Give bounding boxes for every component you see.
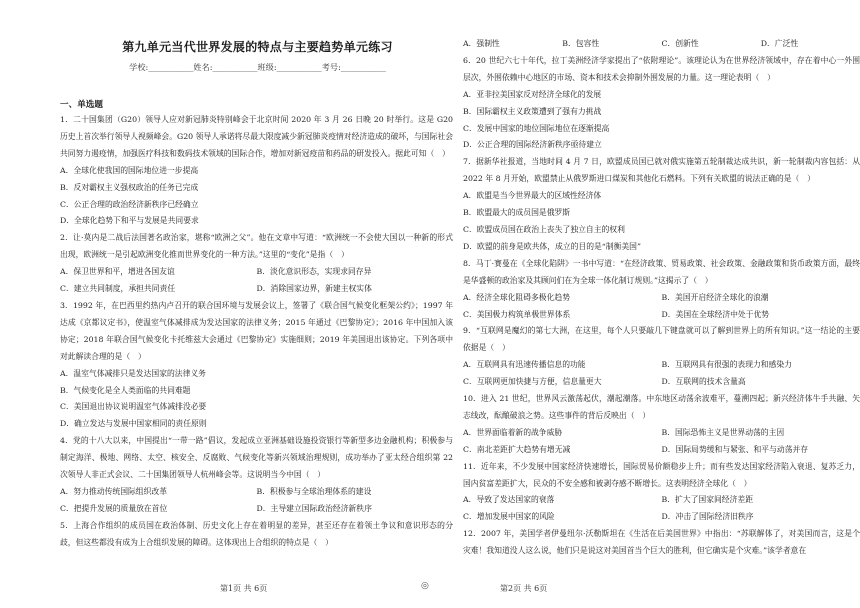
- question-stem: 6．20 世纪六七十年代，拉丁美洲经济学家提出了“依附理论”。该理论认为在世界经济领域中，存在着中心一外围层次，外围依赖中心地区的市场、资本和技术会抑制外围发展的力量。这一理论表明（ ）: [463, 55, 860, 82]
- answer-option: B．气候变化是全人类面临的共同难题: [60, 385, 191, 395]
- answer-option: B．积极参与全球治理体系的建设: [256, 486, 372, 496]
- page-number-right: 第2页 共 6页: [500, 584, 548, 593]
- question-stem: 5．上海合作组织的成员国在政治体制、历史文化上存在着明显的差异，甚至还存在着领土争议和意识形态的分歧，但这些都没有成为上合组织发展的障碍。这体现出上合组织的特点是（ ）: [60, 520, 453, 547]
- question-stem: 8．马丁·赛曼在《全球化陷阱》一书中写道：“在经济政策、贸易政策、社会政策、金融政策和货币政策方面，最终是华盛顿的政治家及其顾问们在为全球一体化制订规则。”这揭示了（ ）: [463, 258, 860, 285]
- answer-option-row: [463, 374, 860, 391]
- answer-option: B．互联网具有很强的表现力和感染力: [661, 360, 792, 370]
- answer-option: C．美国退出协议说明温室气体减排没必要: [60, 402, 207, 412]
- answer-option-row: [463, 36, 860, 53]
- question-stem: 2．让·莫内是二战后法国著名政治家，堪称“欧洲之父”。他在文章中写道：“欧洲统一不会使大国以一种新的形式出现，欧洲统一是引起欧洲变化推而世界变化的一种方法。”这里的“变化”是指（ ）: [60, 233, 453, 260]
- answer-option: B．欧盟最大的成员国是俄罗斯: [463, 208, 571, 218]
- answer-option: A．欧盟是当今世界最大的区域性经济体: [463, 191, 602, 201]
- question-stem: 3．1992 年，在巴西里约热内卢召开的联合国环境与发展会议上，签署了《联合国气候变化框架公约》；1997 年达成《京都议定书》，使温室气体减排成为发达国家的法律义务；2015 年通过《巴黎协定》；2016 年中国加入该协定；2018 年联合国气候变化卡托维兹大会通过《巴黎协定》实施细则；2019 年美国退出该协定。下列各项中对此解读合理的是（ ）: [60, 300, 453, 361]
- question-stem: 4．党的十八大以来，中国提出“一带一路”倡议，发起成立亚洲基础设施投资银行等新型多边金融机构；积极参与制定海洋、极地、网络、太空、核安全、反腐败、气候变化等新兴领域治理规则，成功举办了亚太经合组织第 22 次领导人非正式会议、二十国集团领导人杭州峰会等。这说明当今中国（ ）: [60, 436, 453, 480]
- question-stem: 9．“互联网是魔幻的第七大洲，在这里，每个人只要敲几下键盘就可以了解到世界上的所有知识。”这一结论的主要依据是（ ）: [463, 326, 860, 353]
- question-stem: 10．进入 21 世纪，世界风云激荡起伏，潮起潮落。中东地区动荡余波难平，蔓溯四起；新兴经济体牛手共融、矢志线改，酝酿破浪之势。这些事件的背后反映出（ ）: [463, 394, 860, 420]
- answer-option-row: [60, 264, 453, 281]
- answer-option: A．导致了发达国家的衰落: [463, 495, 555, 505]
- answer-option: B．国际霸权主义政策遭到了强有力挑战: [463, 106, 602, 116]
- answer-option: D．公正合理的国际经济新秩序亟待建立: [463, 140, 602, 150]
- question-stem: 12．2007 年，美国学者伊曼纽尔·沃勒斯坦在《生活在后美国世界》中指出：“苏联解体了，对美国而言，这是个灾难！我知道没人这么说，他们只是说这对美国首当个巨大的胜利，但它确实是个灾难。”该学者意在: [463, 529, 860, 556]
- answer-option-row: [463, 290, 860, 307]
- answer-option-row: [463, 492, 860, 509]
- answer-option: C．发展中国家的地位国际地位在逐渐提高: [463, 123, 610, 133]
- answer-option: D．美国在全球经济中处于优势: [661, 309, 770, 319]
- answer-option-row: [60, 501, 453, 518]
- answer-option: C．把提升发展的质量放在首位: [60, 503, 168, 513]
- answer-option: D．欧盟的前身是欧共体，成立的目的是“制衡美国”: [463, 241, 641, 251]
- answer-option: A．保卫世界和平，增进各国友谊: [60, 267, 175, 277]
- page-title: 第九单元当代世界发展的特点与主要趋势单元练习: [122, 40, 393, 54]
- answer-option: C．公正合理的政治经济新秩序已经确立: [60, 199, 199, 209]
- answer-option: D．冲击了国际经济旧秩序: [661, 512, 754, 522]
- answer-option: C．南北差距扩大趋势有增无减: [463, 444, 571, 454]
- answer-option-row: [60, 484, 453, 501]
- answer-option-row: [463, 425, 860, 442]
- question-stem: 11．近年来，不少发展中国家经济快速增长，国际贸易价额稳步上升；而有些发达国家经济陷入衰退、复苏乏力，国内贫富差距扩大，民众的不安全感和被剥夺感不断增长。这表明经济全球化（ ）: [463, 461, 860, 488]
- answer-option: A．温室气体减排只是发达国家的法律义务: [60, 368, 206, 378]
- answer-option-row: [463, 442, 860, 459]
- answer-option: A．强制性: [463, 39, 500, 48]
- answer-option: D．广泛性: [760, 39, 799, 48]
- answer-option: B．反对霸权主义强权政治的任务已完成: [60, 182, 199, 192]
- answer-option: C．互联网更加快捷与方便，信息量更大: [463, 377, 602, 387]
- answer-option: B．国际恐怖主义是世界动荡的主因: [661, 427, 785, 437]
- answer-option-row: [463, 509, 860, 526]
- question-stem: 1．二十国集团（G20）领导人应对新冠肺炎特别峰会于北京时间 2020 年 3 月 26 日晚 20 时举行。这是 G20 历史上首次举行领导人视频峰会。G20 领导人承诺将尽最大限度减少新冠肺炎疫情对经济造成的破坏，与国际社会共同努力遏疫情，加强医疗科技和数码技术领域的国际合作，增加对新冠疫苗和药品的研发投入。据此可知（ ）: [60, 115, 453, 158]
- answer-option: B．包容性: [562, 39, 600, 48]
- page-number-left: 第1页 共 6页: [220, 584, 268, 593]
- answer-option: A．努力推动传统国际组织改革: [60, 486, 167, 496]
- answer-option: D．确立发达与发展中国家相同的责任原则: [60, 419, 207, 429]
- answer-option: A．全球化使我国的国际地位进一步提高: [60, 165, 199, 175]
- answer-option: A．经济全球化阻碍多极化趋势: [463, 292, 570, 302]
- section-heading: 一、单选题: [60, 100, 103, 110]
- answer-option-row: [463, 357, 860, 374]
- binding-mark-icon: ◎: [421, 581, 429, 591]
- student-info-line: 学校:___________姓名:___________班级:___________考号:___________: [129, 62, 386, 72]
- answer-option: C．创新性: [661, 39, 699, 48]
- question-stem: 7．据新华社报道，当地时间 4 月 7 日，欧盟成员国已就对俄实施第五轮制裁达成共识，新一轮制裁内容包括：从 2022 年 8 月开始，欧盟禁止从俄罗斯进口煤炭和其他化石燃料。下列有关欧盟的说法正确的是（ ）: [463, 157, 860, 184]
- answer-option-row: [463, 307, 860, 324]
- answer-option: D．主导建立国际政治经济新秩序: [256, 503, 372, 513]
- answer-option: B．扩大了国家间经济差距: [661, 495, 753, 505]
- answer-option: D．国际局势缓和与紧张、和平与动荡并存: [661, 444, 809, 454]
- left-column: [60, 112, 453, 552]
- answer-option: D．消除国家边界，新建主权实体: [256, 284, 372, 294]
- answer-option: C．建立共同制度，承担共同责任: [60, 284, 176, 294]
- answer-option: A．亚非拉美国家反对经济全球化的发展: [463, 89, 602, 99]
- answer-option: A．互联网具有迅速传播信息的功能: [463, 360, 586, 370]
- answer-option: C．欧盟成员国在政治上丧失了独立自主的权利: [463, 224, 625, 234]
- answer-option: C．增加发展中国家的风险: [463, 512, 555, 522]
- answer-option: C．美国极力构筑单极世界体系: [463, 309, 571, 319]
- answer-option: D．互联网的技术含量高: [661, 377, 746, 387]
- answer-option-row: [60, 281, 453, 298]
- right-column: [463, 36, 860, 560]
- answer-option: B．美国开启经济全球化的浪潮: [661, 292, 769, 302]
- answer-option: A．世界面临着新的战争威胁: [463, 427, 563, 437]
- answer-option: B．淡化意识形态，实现求同存异: [256, 267, 372, 277]
- answer-option: D．全球化趋势下和平与发展是共同要求: [60, 216, 199, 226]
